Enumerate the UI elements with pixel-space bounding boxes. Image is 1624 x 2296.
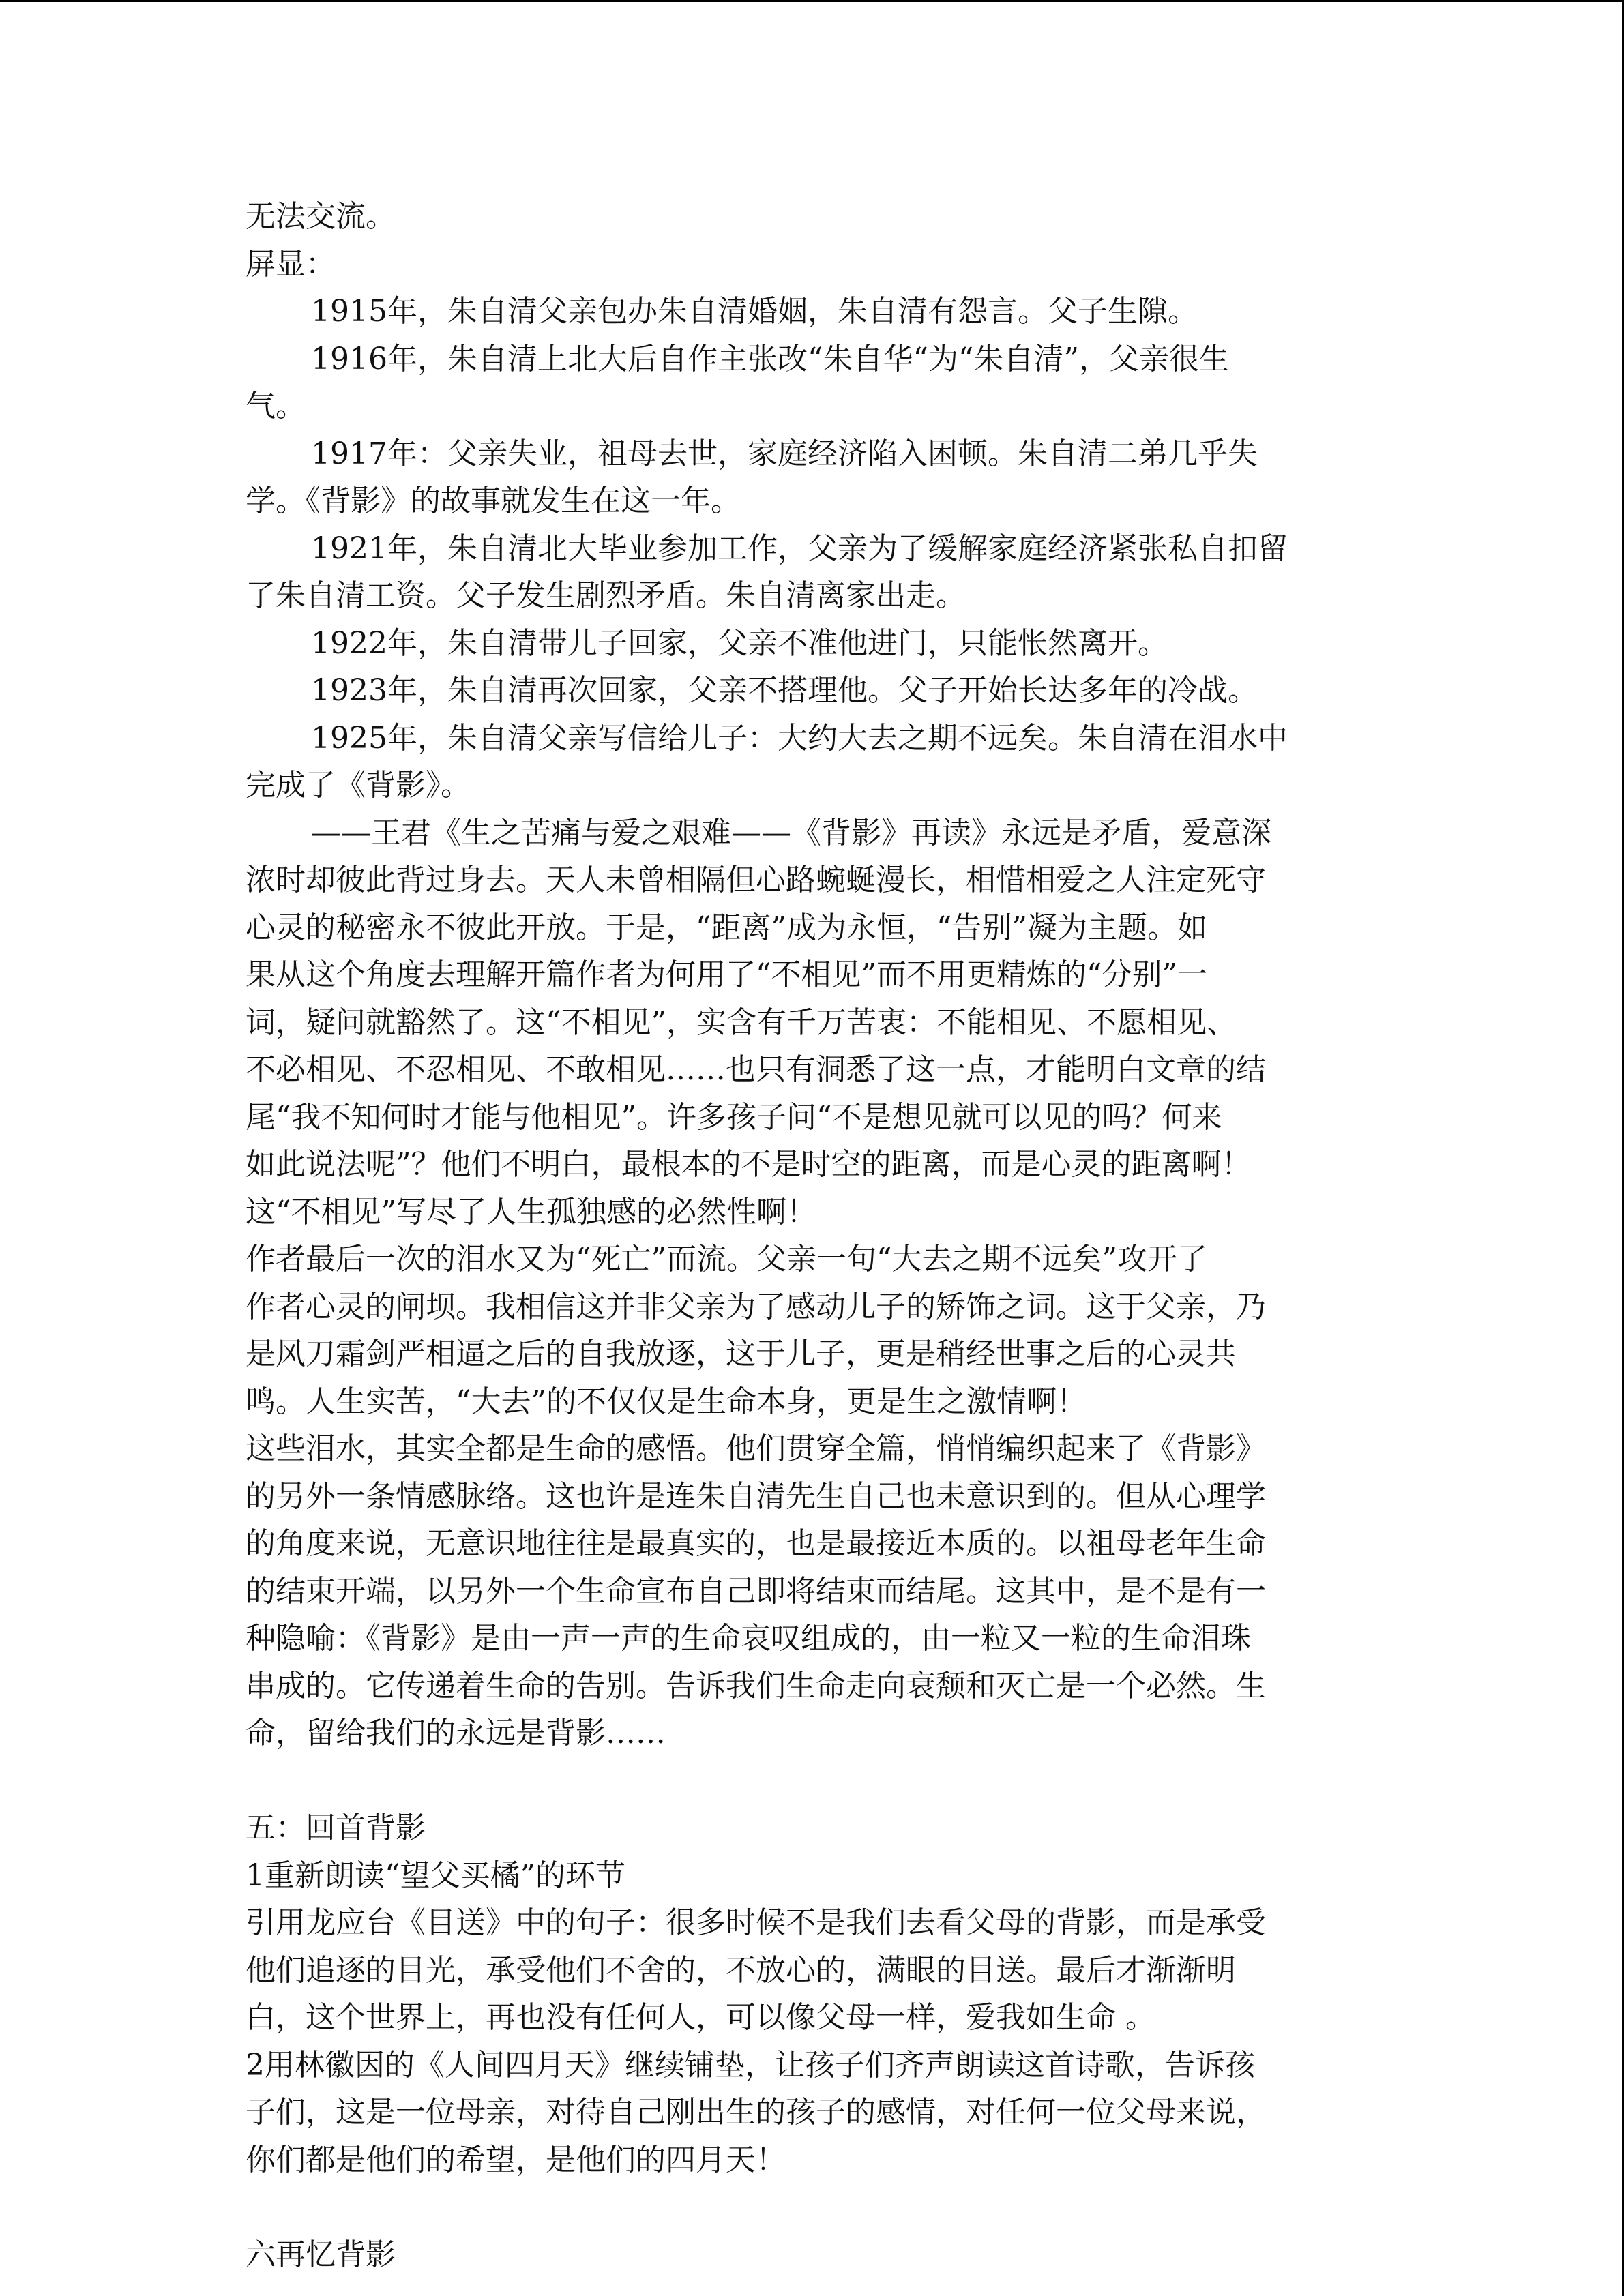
section-heading-6: 六再忆背影 [246, 2237, 396, 2272]
blank-line [246, 1757, 1364, 1805]
text-line: 子们，这是一位母亲，对待自己刚出生的孩子的感情，对任何一位父母来说， [246, 2095, 1266, 2130]
text-line: 2用林徽因的《人间四月天》继续铺垫，让孩子们齐声朗读这首诗歌，告诉孩 [246, 2047, 1255, 2083]
text-line: 作者最后一次的泪水又为“死亡”而流。父亲一句“大去之期不远矣”攻开了 [246, 1242, 1207, 1277]
text-line: 如此说法呢”？他们不明白，最根本的不是时空的距离，而是心灵的距离啊！ [246, 1147, 1252, 1182]
text-line: 串成的。它传递着生命的告别。告诉我们生命走向衰颓和灭亡是一个必然。生 [246, 1668, 1266, 1703]
text-line: 1重新朗读“望父买橘”的环节 [246, 1858, 625, 1893]
text-line: 这些泪水，其实全都是生命的感悟。他们贯穿全篇，悄悄编织起来了《背影》 [246, 1431, 1266, 1466]
section-heading-5: 五：回首背影 [246, 1810, 426, 1845]
timeline-1916: 1916年，朱自清上北大后自作主张改“朱自华“为“朱自清”，父亲很生 [311, 341, 1229, 376]
timeline-1917: 1917年：父亲失业，祖母去世，家庭经济陷入困顿。朱自清二弟几乎失 [311, 436, 1258, 471]
text-line: 这“不相见”写尽了人生孤独感的必然性啊！ [246, 1194, 816, 1229]
text-line: 浓时却彼此背过身去。天人未曾相隔但心路蜿蜒漫长，相惜相爱之人注定死守 [246, 863, 1266, 897]
timeline-1915: 1915年，朱自清父亲包办朱自清婚姻，朱自清有怨言。父子生隙。 [311, 294, 1198, 329]
text-line: 作者心灵的闸坝。我相信这并非父亲为了感动儿子的矫饰之词。这于父亲，乃 [246, 1289, 1266, 1324]
timeline-1921: 1921年，朱自清北大毕业参加工作，父亲为了缓解家庭经济紧张私自扣留 [311, 531, 1288, 566]
text-line: 你们都是他们的希望，是他们的四月天！ [246, 2142, 786, 2177]
text-line: 尾“我不知何时才能与他相见”。许多孩子问“不是想见就可以见的吗？何来 [246, 1099, 1222, 1135]
text-line: 的结束开端，以另外一个生命宣布自己即将结束而结尾。这其中，是不是有一 [246, 1573, 1266, 1609]
text-line: 不必相见、不忍相见、不敢相见……也只有洞悉了这一点，才能明白文章的结 [246, 1052, 1266, 1087]
text-line: 是风刀霜剑严相逼之后的自我放逐，这于儿子，更是稍经世事之后的心灵共 [246, 1337, 1236, 1371]
text-line: 无法交流。 [246, 199, 396, 234]
quote-paragraph-start: ——王君《生之苦痛与爱之艰难——《背影》再读》永远是矛盾，爱意深 [311, 815, 1271, 850]
text-line: 的角度来说，无意识地往往是最真实的，也是最接近本质的。以祖母老年生命 [246, 1526, 1266, 1561]
text-line: 他们追逐的目光，承受他们不舍的，不放心的，满眼的目送。最后才渐渐明 [246, 1952, 1236, 1988]
timeline-1923: 1923年，朱自清再次回家，父亲不搭理他。父子开始长达多年的冷战。 [311, 673, 1258, 708]
text-line: 气。 [246, 389, 306, 423]
page-top-border [0, 0, 1624, 2]
document-body [246, 193, 1364, 2278]
text-line: 心灵的秘密永不彼此开放。于是，“距离”成为永恒，“告别”凝为主题。如 [246, 910, 1207, 945]
text-line: 完成了《背影》。 [246, 768, 471, 803]
text-line: 学。《背影》的故事就发生在这一年。 [246, 483, 741, 518]
text-line: 屏显： [246, 246, 336, 282]
text-line: 了朱自清工资。父子发生剧烈矛盾。朱自清离家出走。 [246, 578, 966, 613]
timeline-1922: 1922年，朱自清带儿子回家，父亲不准他进门，只能怅然离开。 [311, 625, 1168, 661]
text-line: 命，留给我们的永远是背影…… [246, 1716, 666, 1750]
text-line: 鸣。人生实苦，“大去”的不仅仅是生命本身，更是生之激情啊！ [246, 1384, 1087, 1419]
blank-line [246, 2183, 1364, 2231]
text-line: 词，疑问就豁然了。这“不相见”，实含有千万苦衷：不能相见、不愿相见、 [246, 1004, 1237, 1040]
text-line: 种隐喻：《背影》是由一声一声的生命哀叹组成的，由一粒又一粒的生命泪珠 [246, 1621, 1251, 1656]
timeline-1925: 1925年，朱自清父亲写信给儿子：大约大去之期不远矣。朱自清在泪水中 [311, 720, 1288, 756]
text-line: 白，这个世界上，再也没有任何人，可以像父母一样，爱我如生命 。 [246, 2000, 1155, 2035]
text-line: 引用龙应台《目送》中的句子：很多时候不是我们去看父母的背影，而是承受 [246, 1905, 1266, 1940]
text-line: 果从这个角度去理解开篇作者为何用了“不相见”而不用更精炼的“分别”一 [246, 957, 1207, 992]
text-line: 的另外一条情感脉络。这也许是连朱自清先生自己也未意识到的。但从心理学 [246, 1478, 1266, 1514]
